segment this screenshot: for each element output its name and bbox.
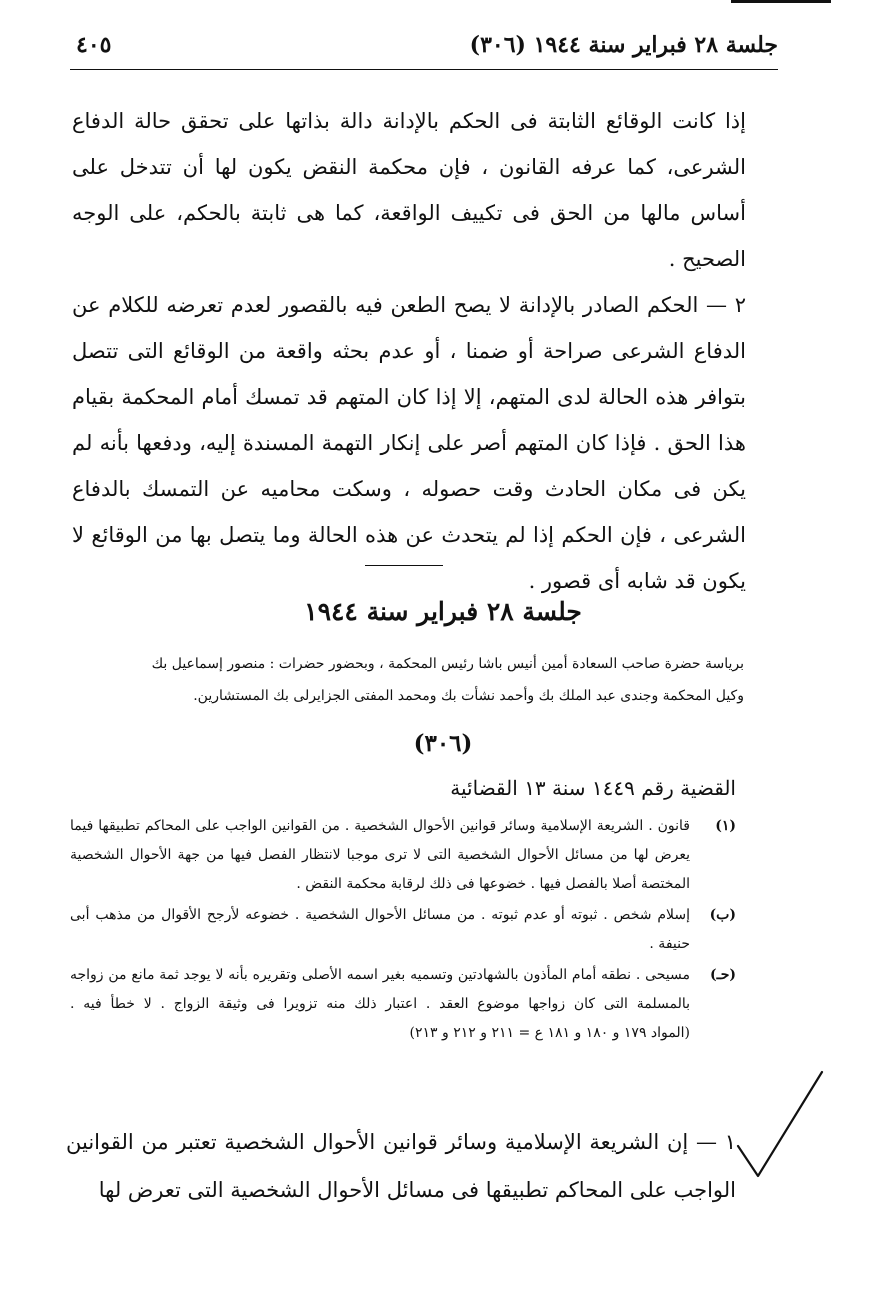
page-number: ٤٠٥ (76, 32, 112, 58)
point-text: إسلام شخص . ثبوته أو عدم ثبوته . من مسائل الأحوال الشخصية . خضوعه لأرجح الأقوال من مذهب أبى حنيفة . (70, 907, 690, 952)
bench-line-1: برياسة حضرة صاحب السعادة أمين أنيس باشا رئيس المحكمة ، وبحضور حضرات : منصور إسماعيل بك (151, 656, 744, 672)
statute-reference: (المواد ١٧٩ و ١٨٠ و ١٨١ ع = ٢١١ و ٢١٢ و ٢١٣) (409, 1025, 690, 1041)
principle-paragraph: ١ — إن الشريعة الإسلامية وسائر قوانين الأحوال الشخصية تعتبر من القوانين الواجب على المحاكم تطبيقها فى مسائل الأحوال الشخصية التى تعرض لها (66, 1130, 736, 1202)
point-text: قانون . الشريعة الإسلامية وسائر قوانين الأحوال الشخصية . من القوانين الواجب على المحاكم تطبيقها فيما يعرض لها من مسائل الأحوال الشخصية التى لا ترى موجبا لانتظار الفصل فيها من جهة الأحوال الشخصية المختصة أصلا بالفصل فيها . خضوعها فى ذلك لرقابة محكمة النقض . (70, 818, 690, 892)
principle-body: إن الشريعة الإسلامية وسائر قوانين الأحوال الشخصية تعتبر من القوانين الواجب على المحاكم تطبيقها فى مسائل الأحوال الشخصية التى تعرض لها (66, 1130, 736, 1202)
point-c-text: مسيحى . نطقه أمام المأذون بالشهادتين وتسميه بغير اسمه الأصلى وتقريره بأنه لا يوجد ثمة مانع من زواجه بالمسلمة التى كان زواجها موضوع العقد . اعتبار ذلك منه تزويرا فى وثيقة الزواج . لا خطأ فيه . (70, 967, 690, 1012)
previous-ruling-paragraph-2: ٢ — الحكم الصادر بالإدانة لا يصح الطعن فيه بالقصور لعدم تعرضه للكلام عن الدفاع الشرعى صراحة أو ضمنا ، أو عدم بحثه واقعة من الوقائع التى تتصل بتوافر هذه الحالة لدى المتهم، إلا إذا كان المتهم قد تمسك أمام المحكمة بقيام هذا الحق . فإذا كان المتهم أصر على إنكار التهمة المسندة إليه، ودفعها بأنه لم يكن فى مكان الحادث وقت حصوله ، وسكت محاميه عن التمسك بالدفاع الشرعى ، فإن الحكم إذا لم يتحدث عن هذه الحالة وما يتصل بها من الوقائع لا يكون قد شابه أى قصور . (72, 293, 746, 593)
point-letter: (ب) (709, 907, 736, 923)
session-heading: جلسة ٢٨ فبراير سنة ١٩٤٤ (304, 597, 582, 626)
bench-line-2: وكيل المحكمة وجندى عبد الملك بك وأحمد نشأت بك ومحمد المفتى الجزايرلى بك المستشارين. (193, 688, 744, 704)
case-reference: القضية رقم ١٤٤٩ سنة ١٣ القضائية (450, 776, 736, 800)
ruling-number: (٣٠٦) (413, 730, 473, 757)
point-letter: (١) (715, 818, 736, 834)
running-title: جلسة ٢٨ فبراير سنة ١٩٤٤ (٣٠٦) (469, 32, 778, 58)
previous-ruling-paragraph-1: إذا كانت الوقائع الثابتة فى الحكم بالإدانة دالة بذاتها على تحقق حالة الدفاع الشرعى، كما عرفه القانون ، فإن محكمة النقض يكون لها أن تتدخل على أساس مالها من الحق فى تكييف الواقعة، كما هى ثابتة بالحكم، على الوجه الصحيح . (72, 109, 746, 271)
principle-number: ١ (724, 1130, 736, 1154)
point-letter: (حـ) (709, 967, 736, 983)
